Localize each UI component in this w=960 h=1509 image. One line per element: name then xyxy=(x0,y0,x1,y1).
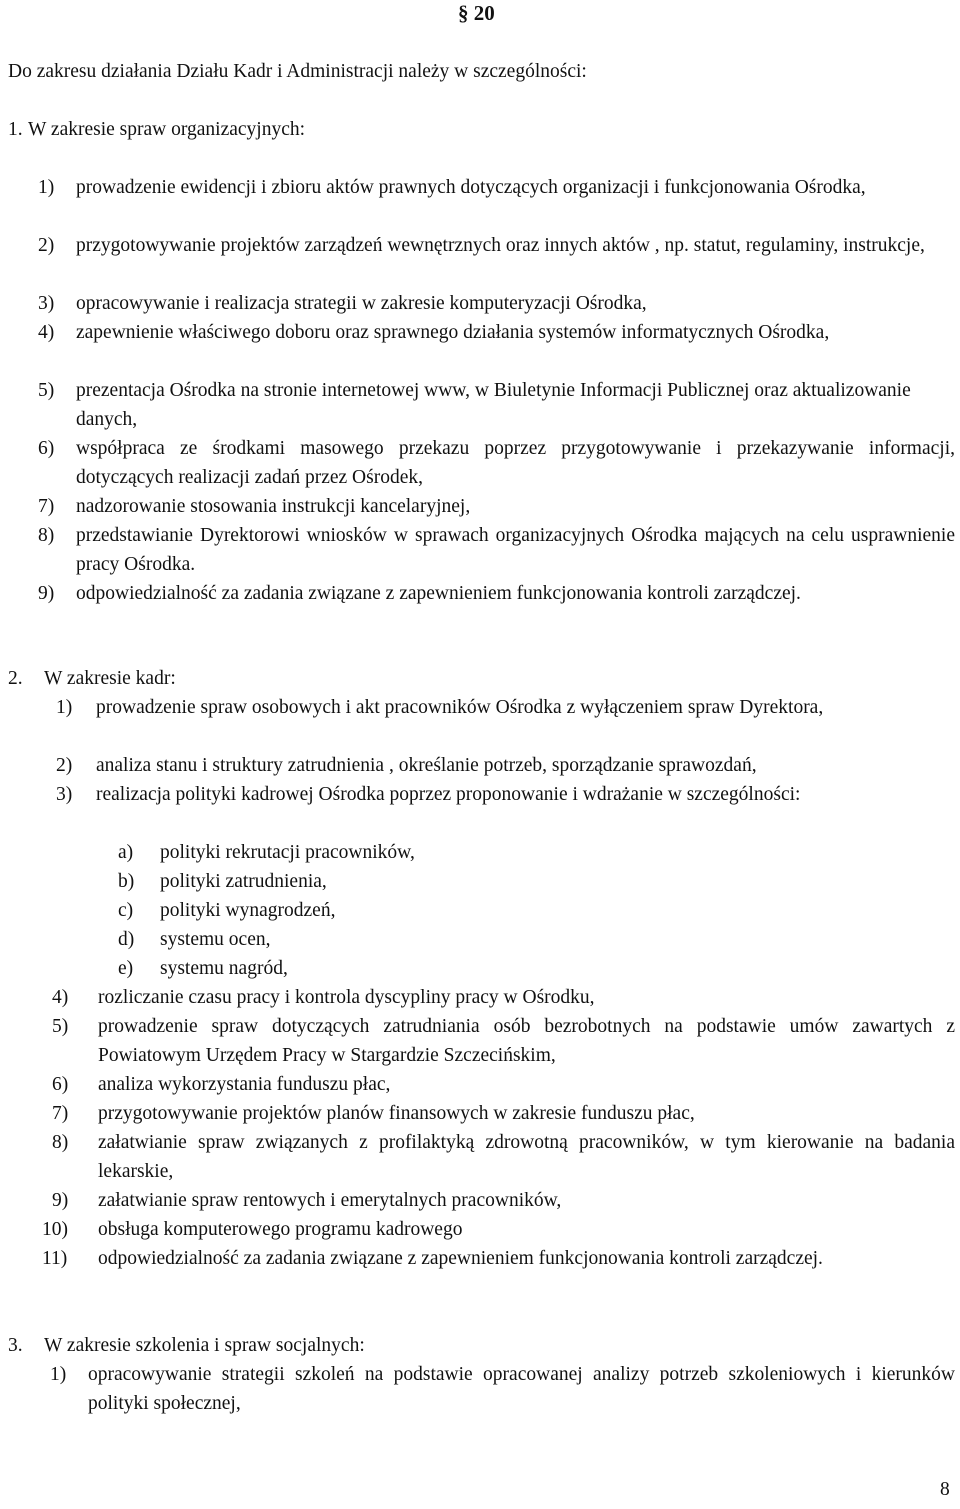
section-3-list xyxy=(50,1360,955,1418)
item-number: 8) xyxy=(38,525,55,546)
item-text: opracowywanie i realizacja strategii w zakresie komputeryzacji Ośrodka, xyxy=(76,293,647,314)
intro-paragraph: Do zakresu działania Działu Kadr i Administracji należy w szczególności: xyxy=(8,61,587,82)
sub-list-item xyxy=(118,896,718,925)
sub-list-item xyxy=(118,838,718,867)
section-2-title: W zakresie kadr: xyxy=(44,668,176,689)
item-number: 3) xyxy=(38,293,55,314)
sub-item-text: polityki zatrudnienia, xyxy=(160,871,327,892)
list-item xyxy=(38,434,955,492)
item-text: przedstawianie Dyrektorowi wniosków w sprawach organizacyjnych Ośrodka mających na celu usprawnienie pracy Ośrodka. xyxy=(76,525,955,575)
item-number: 7) xyxy=(52,1103,69,1124)
item-text: odpowiedzialność za zadania związane z zapewnieniem funkcjonowania kontroli zarządczej. xyxy=(98,1248,823,1269)
section-2-sublist xyxy=(118,838,718,983)
section-2-list-part1 xyxy=(56,693,955,838)
list-item xyxy=(50,1360,955,1418)
item-number: 1) xyxy=(50,1364,67,1385)
item-text: przygotowywanie projektów planów finansowych w zakresie funduszu płac, xyxy=(98,1103,695,1124)
sub-item-text: polityki wynagrodzeń, xyxy=(160,900,336,921)
page-number: 8 xyxy=(940,1479,950,1500)
item-text: realizacja polityki kadrowej Ośrodka poprzez proponowanie i wdrażanie w szczególności: xyxy=(96,784,801,805)
list-item xyxy=(42,1186,955,1215)
list-item xyxy=(42,1215,955,1244)
list-item xyxy=(38,376,955,434)
item-number: 10) xyxy=(42,1219,68,1240)
item-number: 5) xyxy=(52,1016,69,1037)
sub-item-text: systemu ocen, xyxy=(160,929,271,950)
section-1-number: 1. xyxy=(8,119,23,140)
sub-list-item xyxy=(118,954,718,983)
list-item xyxy=(38,318,955,376)
list-item xyxy=(42,1012,955,1070)
item-text: rozliczanie czasu pracy i kontrola dyscypliny pracy w Ośrodku, xyxy=(98,987,595,1008)
item-text: przygotowywanie projektów zarządzeń wewnętrznych oraz innych aktów , np. statut, regulaminy, instrukcje, xyxy=(76,235,925,256)
item-number: 11) xyxy=(42,1248,68,1269)
list-item xyxy=(38,492,955,521)
list-item xyxy=(42,1070,955,1099)
list-item xyxy=(38,289,955,318)
list-item xyxy=(42,1099,955,1128)
item-text: odpowiedzialność za zadania związane z zapewnieniem funkcjonowania kontroli zarządczej. xyxy=(76,583,801,604)
sub-item-letter: a) xyxy=(118,842,134,863)
item-text: prowadzenie spraw dotyczących zatrudniania osób bezrobotnych na podstawie umów zawartych z Powiatowym Urzędem Pracy w Stargardzie Szczecińskim, xyxy=(98,1016,955,1066)
item-text: zapewnienie właściwego doboru oraz sprawnego działania systemów informatycznych Ośrodka, xyxy=(76,322,830,343)
sub-item-letter: b) xyxy=(118,871,135,892)
item-number: 4) xyxy=(38,322,55,343)
list-item xyxy=(56,693,955,751)
sub-list-item xyxy=(118,867,718,896)
section-1-title: W zakresie spraw organizacyjnych: xyxy=(28,119,306,140)
item-text: analiza stanu i struktury zatrudnienia , określanie potrzeb, sporządzanie sprawozdań, xyxy=(96,755,757,776)
item-text: załatwianie spraw rentowych i emerytalnych pracowników, xyxy=(98,1190,562,1211)
list-item xyxy=(42,1128,955,1186)
item-text: opracowywanie strategii szkoleń na podstawie opracowanej analizy potrzeb szkoleniowych i kierunków polityki społecznej, xyxy=(88,1364,955,1414)
list-item xyxy=(56,751,955,780)
item-number: 7) xyxy=(38,496,55,517)
list-item xyxy=(38,231,955,289)
item-number: 9) xyxy=(52,1190,69,1211)
section-1-list xyxy=(38,173,955,637)
sub-item-text: polityki rekrutacji pracowników, xyxy=(160,842,415,863)
item-text: prezentacja Ośrodka na stronie internetowej www, w Biuletynie Informacji Publicznej oraz aktualizowanie danych, xyxy=(76,380,911,430)
item-text: obsługa komputerowego programu kadrowego xyxy=(98,1219,463,1240)
list-item xyxy=(38,579,955,637)
item-number: 9) xyxy=(38,583,55,604)
item-number: 8) xyxy=(52,1132,69,1153)
item-number: 6) xyxy=(38,438,55,459)
item-number: 2) xyxy=(38,235,55,256)
section-3-title: W zakresie szkolenia i spraw socjalnych: xyxy=(44,1335,365,1356)
sub-item-letter: d) xyxy=(118,929,135,950)
item-text: prowadzenie spraw osobowych i akt pracowników Ośrodka z wyłączeniem spraw Dyrektora, xyxy=(96,697,824,718)
item-number: 1) xyxy=(56,697,73,718)
list-item xyxy=(38,521,955,579)
sub-item-letter: c) xyxy=(118,900,134,921)
item-text: prowadzenie ewidencji i zbioru aktów prawnych dotyczących organizacji i funkcjonowania Ośrodka, xyxy=(76,177,866,198)
item-text: nadzorowanie stosowania instrukcji kancelaryjnej, xyxy=(76,496,471,517)
list-item xyxy=(56,780,955,838)
section-3-number: 3. xyxy=(8,1335,23,1356)
item-number: 2) xyxy=(56,755,73,776)
sub-item-letter: e) xyxy=(118,958,134,979)
list-item xyxy=(38,173,955,231)
list-item xyxy=(42,1244,955,1302)
sub-item-text: systemu nagród, xyxy=(160,958,288,979)
item-text: współpraca ze środkami masowego przekazu poprzez przygotowywanie i przekazywanie informacji, dotyczących realizacji zadań przez Ośrodek, xyxy=(76,438,955,488)
item-text: załatwianie spraw związanych z profilaktyką zdrowotną pracowników, w tym kierowanie na badania lekarskie, xyxy=(98,1132,955,1182)
section-2-number: 2. xyxy=(8,668,23,689)
section-3-heading xyxy=(8,1331,948,1360)
item-number: 3) xyxy=(56,784,73,805)
list-item xyxy=(42,983,955,1012)
section-2-list-part2 xyxy=(42,983,955,1302)
item-number: 5) xyxy=(38,380,55,401)
item-text: analiza wykorzystania funduszu płac, xyxy=(98,1074,391,1095)
sub-list-item xyxy=(118,925,718,954)
item-number: 6) xyxy=(52,1074,69,1095)
section-1-heading xyxy=(8,115,948,144)
item-number: 4) xyxy=(52,987,69,1008)
item-number: 1) xyxy=(38,177,55,198)
section-sign: § 20 xyxy=(458,1,495,25)
section-2-heading xyxy=(8,664,948,693)
